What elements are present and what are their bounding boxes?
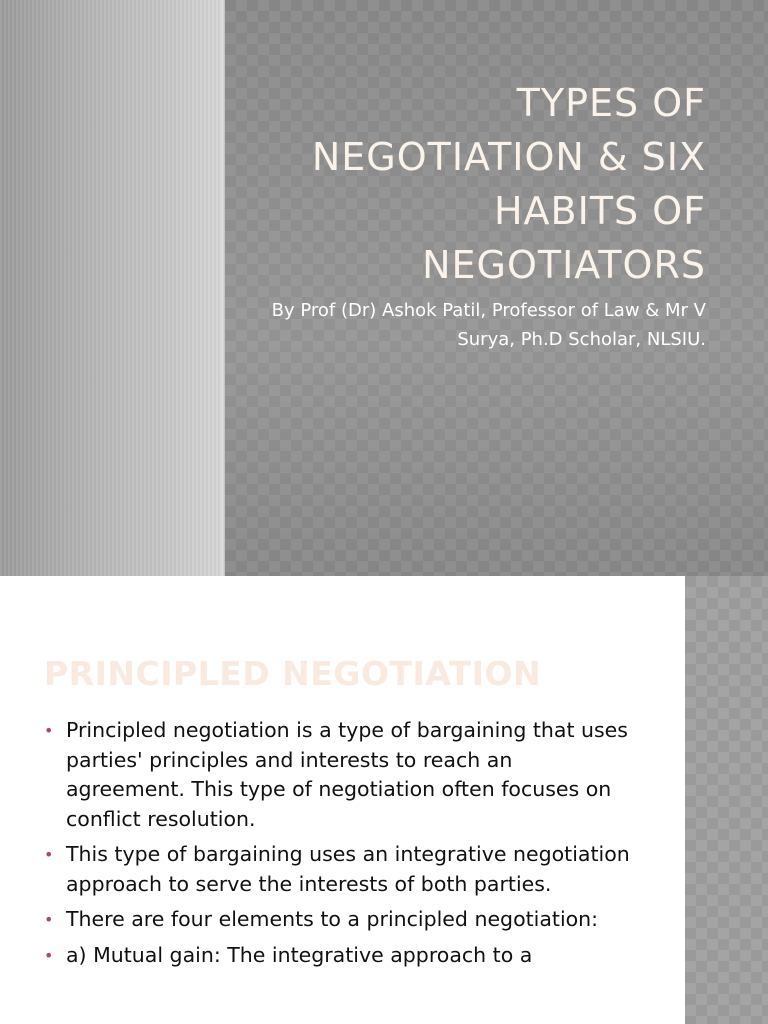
bullet-icon: • bbox=[44, 910, 54, 929]
list-item bbox=[44, 840, 634, 899]
list-item-text: a) Mutual gain: The integrative approach to a bbox=[66, 942, 533, 967]
bullet-icon: • bbox=[44, 721, 54, 740]
list-item bbox=[44, 716, 634, 834]
list-item-text: This type of bargaining uses an integrative negotiation approach to serve the interests of both parties. bbox=[66, 842, 630, 896]
list-item bbox=[44, 905, 634, 935]
patterned-side-stripe bbox=[685, 576, 768, 1024]
content-slide bbox=[0, 576, 768, 1024]
bullet-icon: • bbox=[44, 845, 54, 864]
list-item bbox=[44, 941, 634, 971]
slide-heading: PRINCIPLED NEGOTIATION bbox=[44, 654, 542, 693]
slide-title: TYPES OF NEGOTIATION & SIX HABITS OF NEGOTIATORS bbox=[311, 81, 706, 287]
bullet-list bbox=[44, 716, 634, 976]
list-item-text: Principled negotiation is a type of bargaining that uses parties' principles and interests to reach an agreement. This type of negotiation often focuses on conflict resolution. bbox=[66, 718, 628, 831]
left-gradient-panel bbox=[0, 0, 222, 576]
slide-subtitle: By Prof (Dr) Ashok Patil, Professor of Law & Mr V Surya, Ph.D Scholar, NLSIU. bbox=[271, 300, 706, 350]
list-item-text: There are four elements to a principled negotiation: bbox=[66, 907, 599, 931]
bullet-icon: • bbox=[44, 945, 54, 965]
